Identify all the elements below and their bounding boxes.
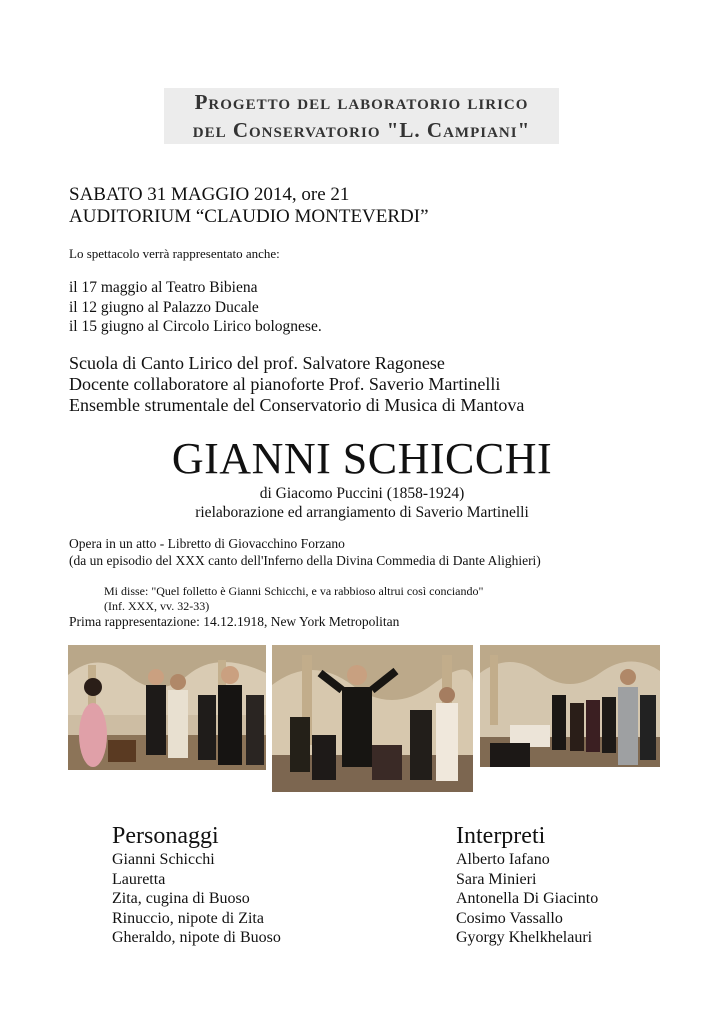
characters-column	[112, 822, 281, 948]
other-date-3: il 15 giugno al Circolo Lirico bolognese.	[69, 318, 322, 335]
opera-libretto: Opera in un atto - Libretto di Giovacchino Forzano	[69, 536, 345, 551]
event-venue: AUDITORIUM “CLAUDIO MONTEVERDI”	[69, 206, 429, 227]
header-line-2: del Conservatorio "L. Campiani"	[192, 118, 531, 142]
performer-2: Sara Minieri	[456, 870, 537, 888]
other-date-2: il 12 giugno al Palazzo Ducale	[69, 298, 259, 316]
performer-5: Gyorgy Khelkhelauri	[456, 929, 593, 946]
role-5: Gheraldo, nipote di Buoso	[112, 929, 281, 946]
stage-photo-1	[68, 645, 266, 770]
credits-list	[69, 353, 524, 416]
credit-3: Ensemble strumentale del Conservatorio di Musica di Mantova	[69, 395, 525, 415]
performer-4: Cosimo Vassallo	[456, 909, 563, 927]
opera-composer: di Giacomo Puccini (1858-1924)	[259, 485, 465, 502]
event-date: SABATO 31 MAGGIO 2014, ore 21	[69, 184, 350, 205]
opera-premiere: Prima rappresentazione: 14.12.1918, New York Metropolitan	[69, 614, 400, 629]
opera-title: GIANNI SCHICCHI	[171, 434, 553, 483]
opera-quote-ref: (Inf. XXX, vv. 32-33)	[104, 599, 210, 613]
header-line-1: Progetto del laboratorio lirico	[194, 90, 529, 114]
performer-3: Antonella Di Giacinto	[456, 890, 599, 907]
stage-photo-3	[480, 645, 660, 767]
credit-2: Docente collaboratore al pianoforte Prof. Saverio Martinelli	[69, 374, 501, 394]
performer-1: Alberto Iafano	[456, 851, 550, 868]
performers-heading: Interpreti	[456, 823, 546, 849]
role-2: Lauretta	[112, 870, 166, 888]
event-block	[69, 184, 429, 228]
characters-heading: Personaggi	[112, 823, 219, 849]
opera-arrangement: rielaborazione ed arrangiamento di Saverio Martinelli	[195, 504, 529, 521]
opera-quote: Mi disse: "Quel folletto è Gianni Schicchi, e va rabbioso altrui così conciando"	[104, 584, 484, 598]
performers-column	[456, 822, 598, 948]
credit-1: Scuola di Canto Lirico del prof. Salvatore Ragonese	[69, 353, 445, 373]
role-3: Zita, cugina di Buoso	[112, 890, 250, 907]
other-dates-list	[69, 278, 322, 337]
stage-photo-2	[272, 645, 473, 792]
also-note: Lo spettacolo verrà rappresentato anche:	[69, 246, 280, 261]
role-1: Gianni Schicchi	[112, 851, 215, 868]
role-4: Rinuccio, nipote di Zita	[112, 909, 264, 927]
other-date-1: il 17 maggio al Teatro Bibiena	[69, 279, 258, 296]
header-box	[164, 88, 559, 144]
opera-source: (da un episodio del XXX canto dell'Inferno della Divina Commedia di Dante Alighieri)	[69, 553, 541, 568]
